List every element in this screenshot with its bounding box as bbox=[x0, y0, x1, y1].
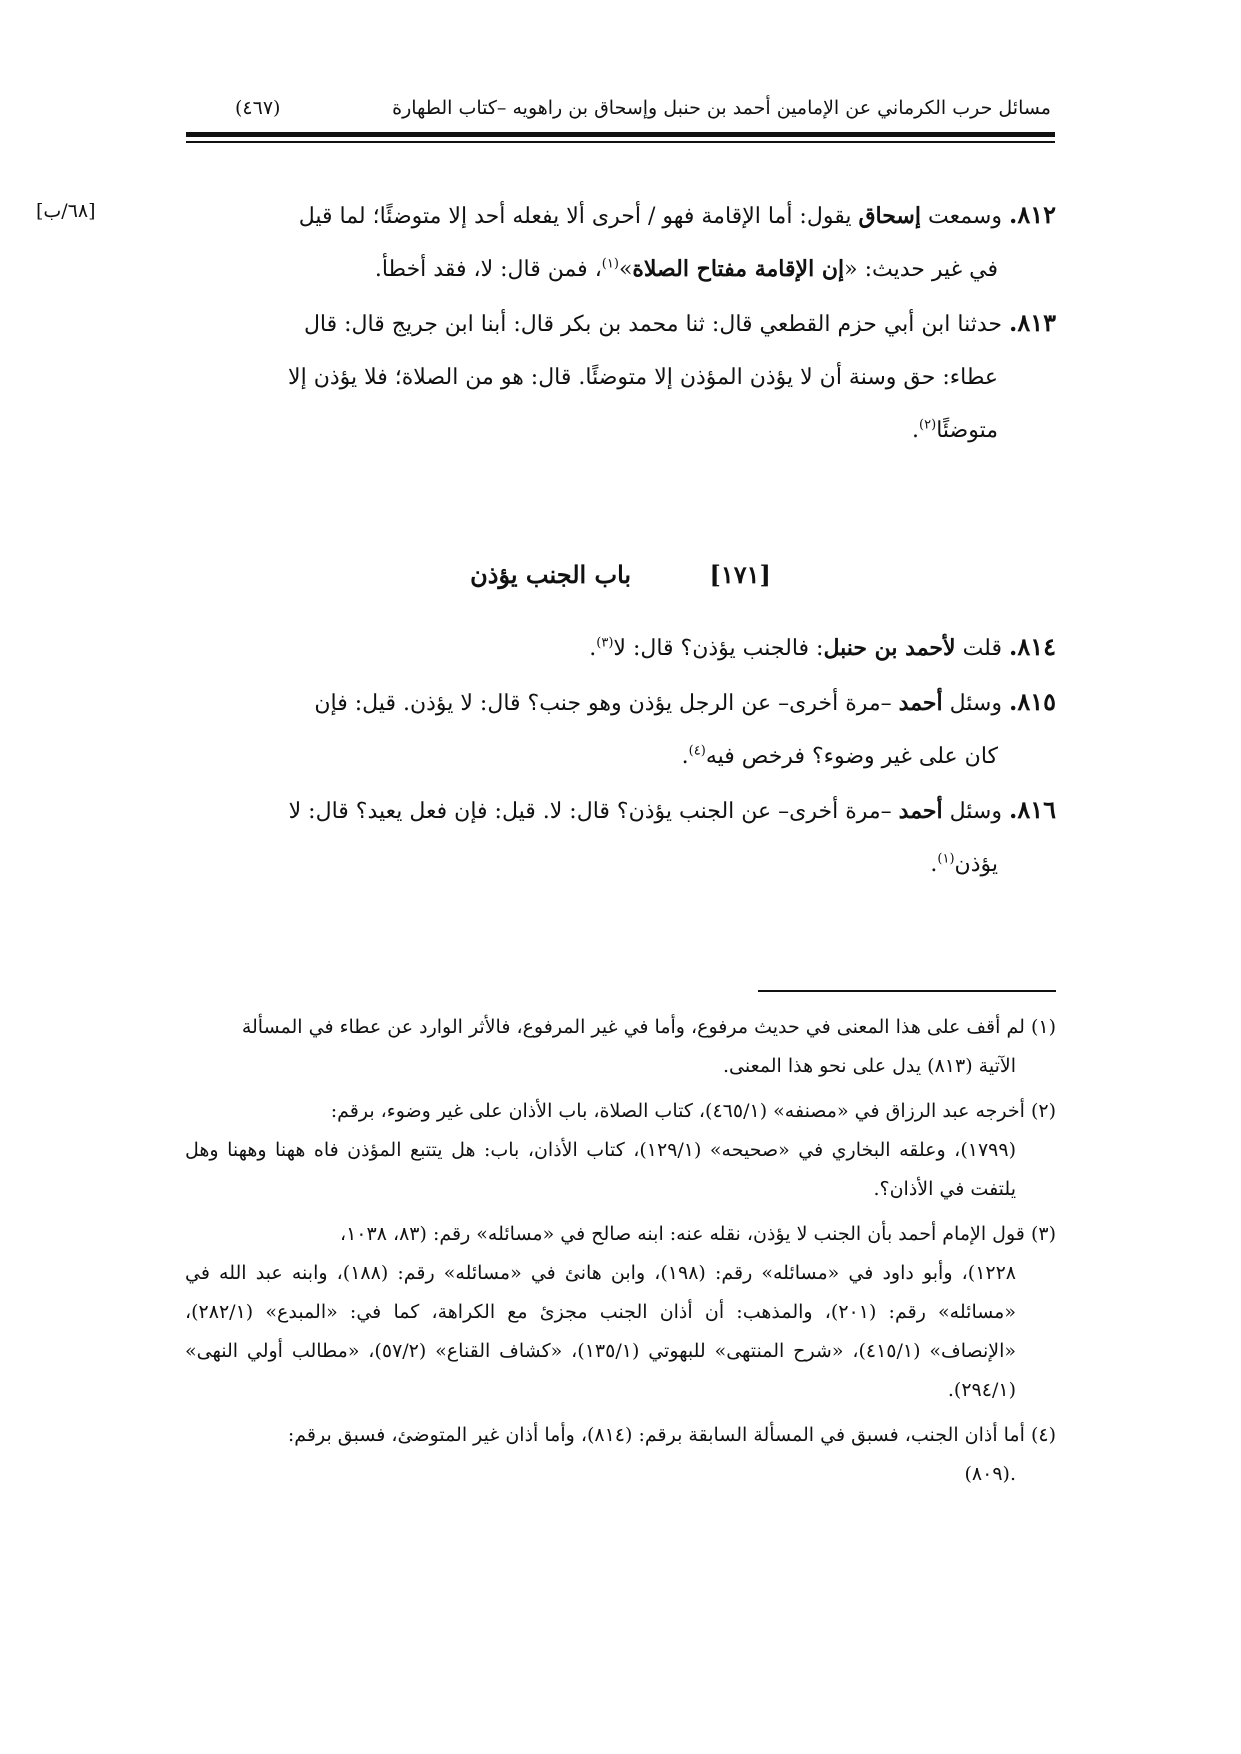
footnote-mark: (٤) bbox=[1030, 1424, 1056, 1446]
page-number: (٤٦٧) bbox=[235, 97, 281, 119]
question-number: ٨١٢. bbox=[1008, 200, 1056, 229]
chapter-number: [١٧١] bbox=[709, 560, 771, 589]
footnote-mark: (٣) bbox=[1030, 1223, 1056, 1245]
paragraph-815: ٨١٥. وسئل أحمد –مرة أخرى– عن الرجل يؤذن وهو جنب؟ قال: لا يؤذن. قيل: فإن كان على غير وضوء؟ فرخص فيه$^{(٤)}$. bbox=[314, 687, 1056, 769]
footnote-3: (٣) قول الإمام أحمد بأن الجنب لا يؤذن، نقله عنه: ابنه صالح في «مسائله» رقم: (٨٣، ١٠٣٨، ١٢٢٨)، وأبو داود في «مسائله» رقم: (١٩٨)، وابن هانئ في «مسائله» رقم: (١٨٨)، وابنه عبد الله في «مسائله» رقم: (٢٠١)، والمذهب: أن أذان الجنب مجزئ مع الكراهة، كما في: «المبدع» (٢٨٢/١)، «الإنصاف» (٤١٥/١)، «شرح المنتهى» للبهوتي (١٣٥/١)، «كشاف القناع» (٥٧/٢)، «مطالب أولي النهى» (٢٩٤/١). bbox=[185, 1223, 1056, 1401]
speaker-name: لأحمد بن حنبل bbox=[823, 635, 956, 661]
footnote-ref[interactable]: (١) bbox=[937, 851, 955, 867]
footnote-1: (١) لم أقف على هذا المعنى في حديث مرفوع، وأما في غير المرفوع، فالأثر الوارد عن عطاء في المسألة الآتية (٨١٣) يدل على نحو هذا المعنى. bbox=[241, 1016, 1056, 1077]
question-number: ٨١٦. bbox=[1008, 795, 1056, 824]
footnote-ref[interactable]: (١) bbox=[601, 256, 619, 272]
footnote-4: (٤) أما أذان الجنب، فسبق في المسألة السابقة برقم: (٨١٤)، وأما أذان غير المتوضئ، فسبق برقم: .(٨٠٩) bbox=[287, 1424, 1056, 1485]
footnotes bbox=[185, 1008, 1056, 1500]
manuscript-folio-ref: [٦٨/ب] bbox=[36, 200, 96, 222]
speaker-name: إسحاق bbox=[858, 203, 921, 229]
paragraph-813: ٨١٣. حدثنا ابن أبي حزم القطعي قال: ثنا محمد بن بكر قال: أبنا ابن جريج قال: قال عطاء: حق وسنة أن لا يؤذن المؤذن إلا متوضئًا. قال: هو من الصلاة؛ فلا يؤذن إلا متوضئًا$^{(٢)}$. bbox=[288, 308, 1056, 443]
footnote-2: (٢) أخرجه عبد الرزاق في «مصنفه» (٤٦٥/١)، كتاب الصلاة، باب الأذان على غير وضوء، برقم: (١٧٩٩)، وعلقه البخاري في «صحيحه» (١٢٩/١)، كتاب الأذان، باب: هل يتتبع المؤذن فاه ههنا وههنا وهل يلتفت في الأذان؟. bbox=[185, 1100, 1056, 1200]
question-number: ٨١٣. bbox=[1008, 308, 1056, 337]
footnote-ref[interactable]: (٢) bbox=[919, 417, 937, 433]
speaker-name: أحمد bbox=[898, 798, 943, 824]
paragraph-816: ٨١٦. وسئل أحمد –مرة أخرى– عن الجنب يؤذن؟ قال: لا. قيل: فإن فعل يعيد؟ قال: لا يؤذن$^{(١)}$. bbox=[288, 795, 1056, 877]
footnote-mark: (١) bbox=[1030, 1016, 1056, 1038]
running-head bbox=[235, 88, 1051, 128]
header-rule-thick bbox=[186, 132, 1055, 137]
speaker-name: أحمد bbox=[898, 690, 943, 716]
body-text-top bbox=[185, 188, 1056, 457]
paragraph-814: ٨١٤. قلت لأحمد بن حنبل: فالجنب يؤذن؟ قال: لا$^{(٣)}$. bbox=[589, 632, 1056, 661]
paragraph-812: ٨١٢. وسمعت إسحاق يقول: أما الإقامة فهو / أحرى ألا يفعله أحد إلا متوضئًا؛ لما قيل في غير حديث: «إن الإقامة مفتاح الصلاة»$^{(١)}$، فمن قال: لا، فقد أخطأ. bbox=[298, 200, 1056, 282]
footnote-mark: (٢) bbox=[1030, 1100, 1056, 1122]
footnote-ref[interactable]: (٣) bbox=[596, 635, 614, 651]
footnote-ref[interactable]: (٤) bbox=[688, 743, 706, 759]
question-number: ٨١٤. bbox=[1008, 632, 1056, 661]
body-text-bottom bbox=[185, 620, 1056, 891]
question-number: ٨١٥. bbox=[1008, 687, 1056, 716]
chapter-title: باب الجنب يؤذن bbox=[470, 560, 632, 589]
footnote-separator bbox=[758, 990, 1056, 992]
running-title: مسائل حرب الكرماني عن الإمامين أحمد بن حنبل وإسحاق بن راهويه –كتاب الطهارة bbox=[392, 97, 1051, 119]
hadith-quote: إن الإقامة مفتاح الصلاة bbox=[632, 256, 845, 282]
header-rule-thin bbox=[186, 141, 1055, 143]
chapter-heading bbox=[185, 560, 1056, 589]
